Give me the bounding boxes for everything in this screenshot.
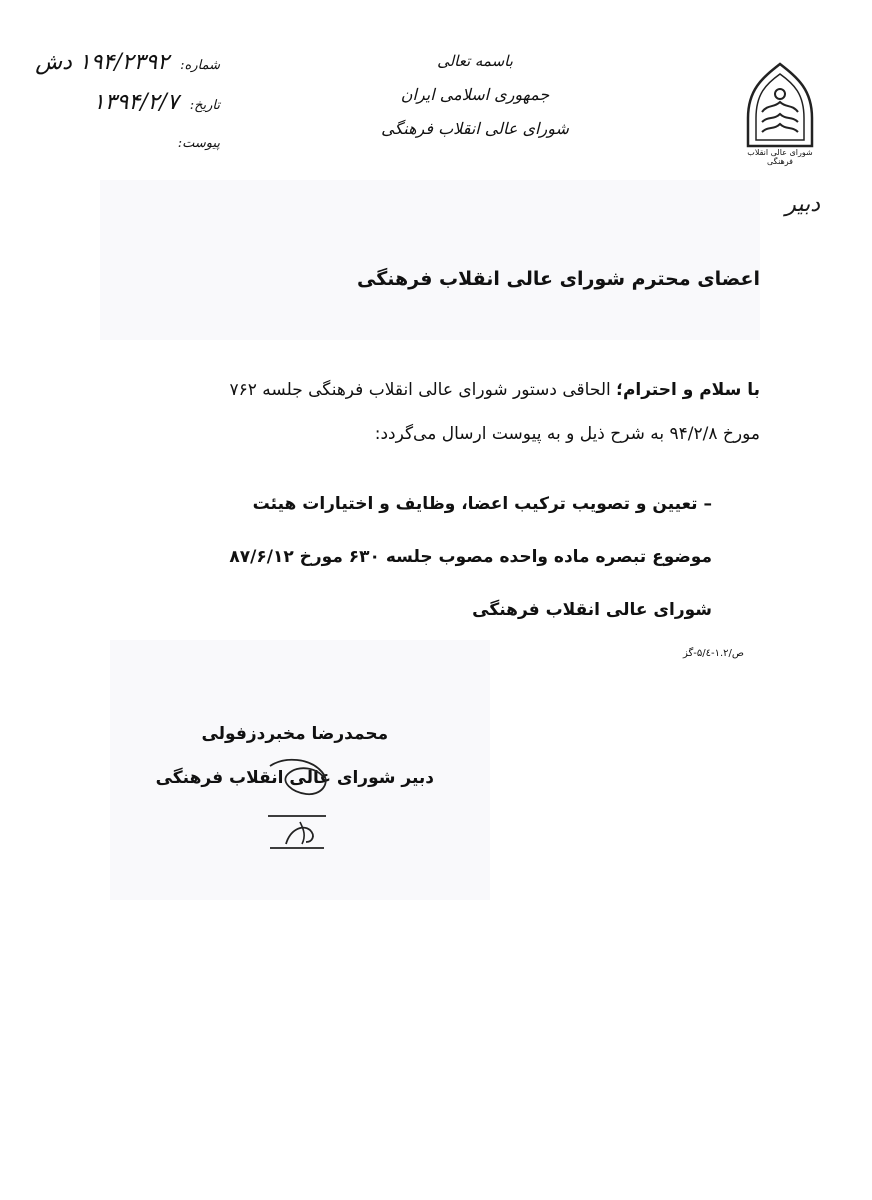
agenda-line-1: – تعیین و تصویب ترکیب اعضا، وظایف و اختیارات هیئت	[252, 494, 712, 514]
agenda-line-2: موضوع تبصره ماده واحده مصوب جلسه ۶۳۰ مورخ ۸۷/۶/۱۲	[229, 547, 712, 567]
scan-shade	[100, 180, 760, 340]
signature	[240, 738, 360, 858]
letter-date: تاریخ: ۱۳۹۴/۲/۷	[92, 90, 220, 115]
body-paragraph	[120, 368, 760, 456]
addressee: اعضای محترم شورای عالی انقلاب فرهنگی	[356, 268, 760, 290]
emblem-caption: شورای عالی انقلاب فرهنگی	[747, 148, 813, 166]
agenda-item	[112, 478, 712, 637]
signatory-title: دبیر شورای عالی انقلاب فرهنگی	[155, 768, 434, 788]
body-line-2: مورخ ۹۴/۲/۸ به شرح ذیل و به پیوست ارسال می‌گردد:	[374, 424, 760, 444]
office-label: دبیر	[785, 192, 820, 217]
council-name: شورای عالی انقلاب فرهنگی	[381, 119, 569, 138]
agenda-line-3: شورای عالی انقلاب فرهنگی	[472, 600, 712, 620]
signatory-name: محمدرضا مخبردزفولی	[201, 724, 389, 744]
country-name: جمهوری اسلامی ایران	[400, 85, 550, 104]
greeting: با سلام و احترام؛	[616, 380, 760, 400]
letter-attachment: پیوست:	[177, 136, 220, 151]
letter-metadata	[30, 50, 220, 160]
letterhead-title	[370, 44, 580, 146]
invocation: باسمه تعالی	[437, 52, 513, 70]
reference-code: ص/۱.۲-۵/٤-گز	[682, 648, 744, 659]
letter-number: شماره: ۱۹۴/۲۳۹۲ دش	[35, 50, 220, 75]
body-line-1: با سلام و احترام؛ الحاقی دستور شورای عالی انقلاب فرهنگی جلسه ۷۶۲	[229, 380, 760, 400]
